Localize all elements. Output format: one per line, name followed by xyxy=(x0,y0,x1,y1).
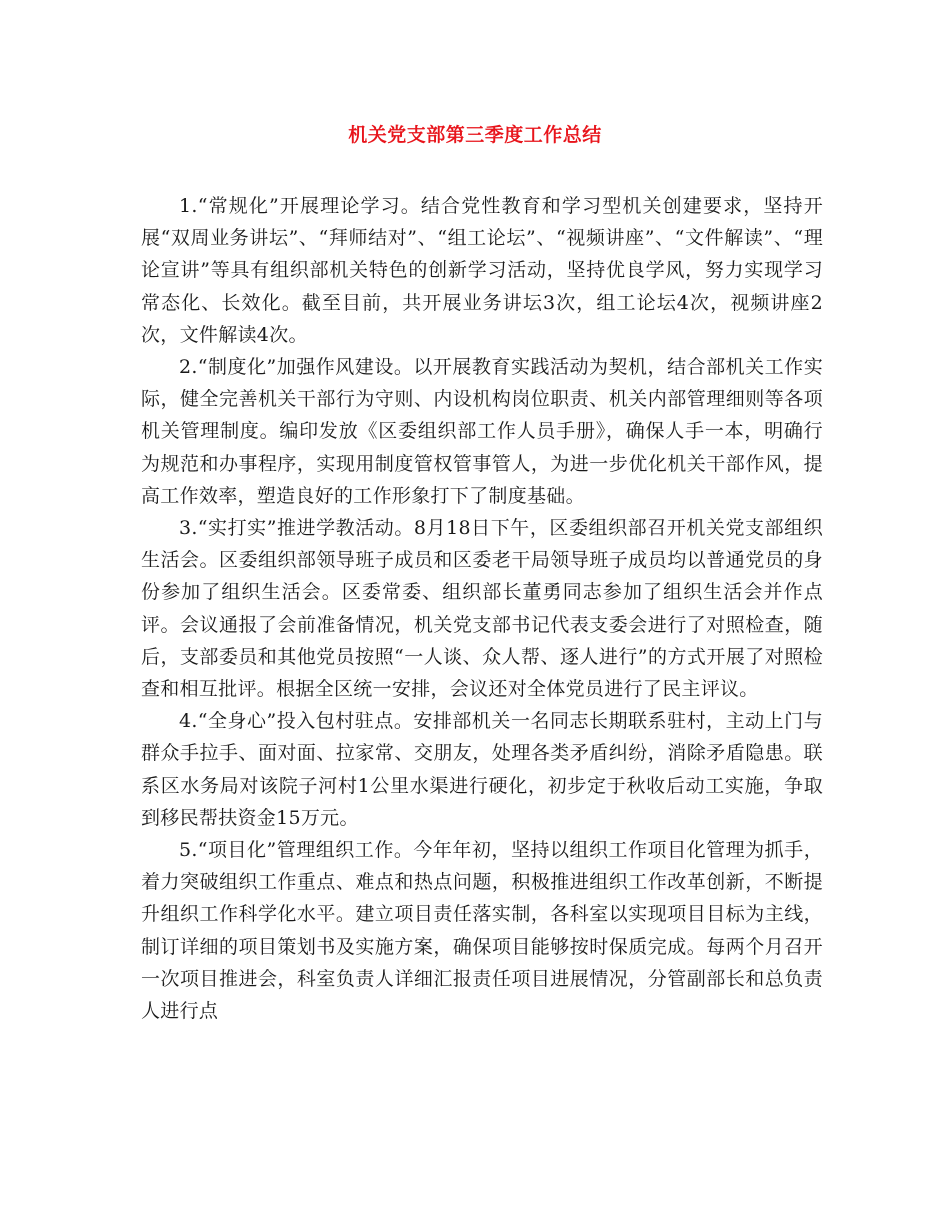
paragraph-2: 2.“制度化”加强作风建设。以开展教育实践活动为契机，结合部机关工作实际，健全完善机关干部行为守则、内设机构岗位职责、机关内部管理细则等各项机关管理制度。编印发放《区委组织部工作人员手册》，确保人手一本，明确行为规范和办事程序，实现用制度管权管事管人，为进一步优化机关干部作风，提高工作效率，塑造良好的工作形象打下了制度基础。 xyxy=(141,356,823,507)
document-body xyxy=(141,190,823,1027)
paragraph-3: 3.“实打实”推进学教活动。8月18日下午，区委组织部召开机关党支部组织生活会。区委组织部领导班子成员和区委老干局领导班子成员均以普通党员的身份参加了组织生活会。区委常委、组织部长董勇同志参加了组织生活会并作点评。会议通报了会前准备情况，机关党支部书记代表支委会进行了对照检查，随后，支部委员和其他党员按照“一人谈、众人帮、逐人进行”的方式开展了对照检查和相互批评。根据全区统一安排，会议还对全体党员进行了民主评议。 xyxy=(141,517,823,701)
paragraph-1: 1.“常规化”开展理论学习。结合党性教育和学习型机关创建要求，坚持开展“双周业务讲坛”、“拜师结对”、“组工论坛”、“视频讲座”、“文件解读”、“理论宣讲”等具有组织部机关特色的创新学习活动，坚持优良学风，努力实现学习常态化、长效化。截至目前，共开展业务讲坛3次，组工论坛4次，视频讲座2次，文件解读4次。 xyxy=(141,195,823,346)
page-title: 机关党支部第三季度工作总结 xyxy=(348,124,602,146)
paragraph-5: 5.“项目化”管理组织工作。今年年初，坚持以组织工作项目化管理为抓手，着力突破组织工作重点、难点和热点问题，积极推进组织工作改革创新，不断提升组织工作科学化水平。建立项目责任落实制，各科室以实现项目目标为主线，制订详细的项目策划书及实施方案，确保项目能够按时保质完成。每两个月召开一次项目推进会，科室负责人详细汇报责任项目进展情况，分管副部长和总负责人进行点 xyxy=(141,839,823,1023)
paragraph-4: 4.“全身心”投入包村驻点。安排部机关一名同志长期联系驻村，主动上门与群众手拉手、面对面、拉家常、交朋友，处理各类矛盾纠纷，消除矛盾隐患。联系区水务局对该院子河村1公里水渠进行硬化，初步定于秋收后动工实施，争取到移民帮扶资金15万元。 xyxy=(141,710,823,829)
